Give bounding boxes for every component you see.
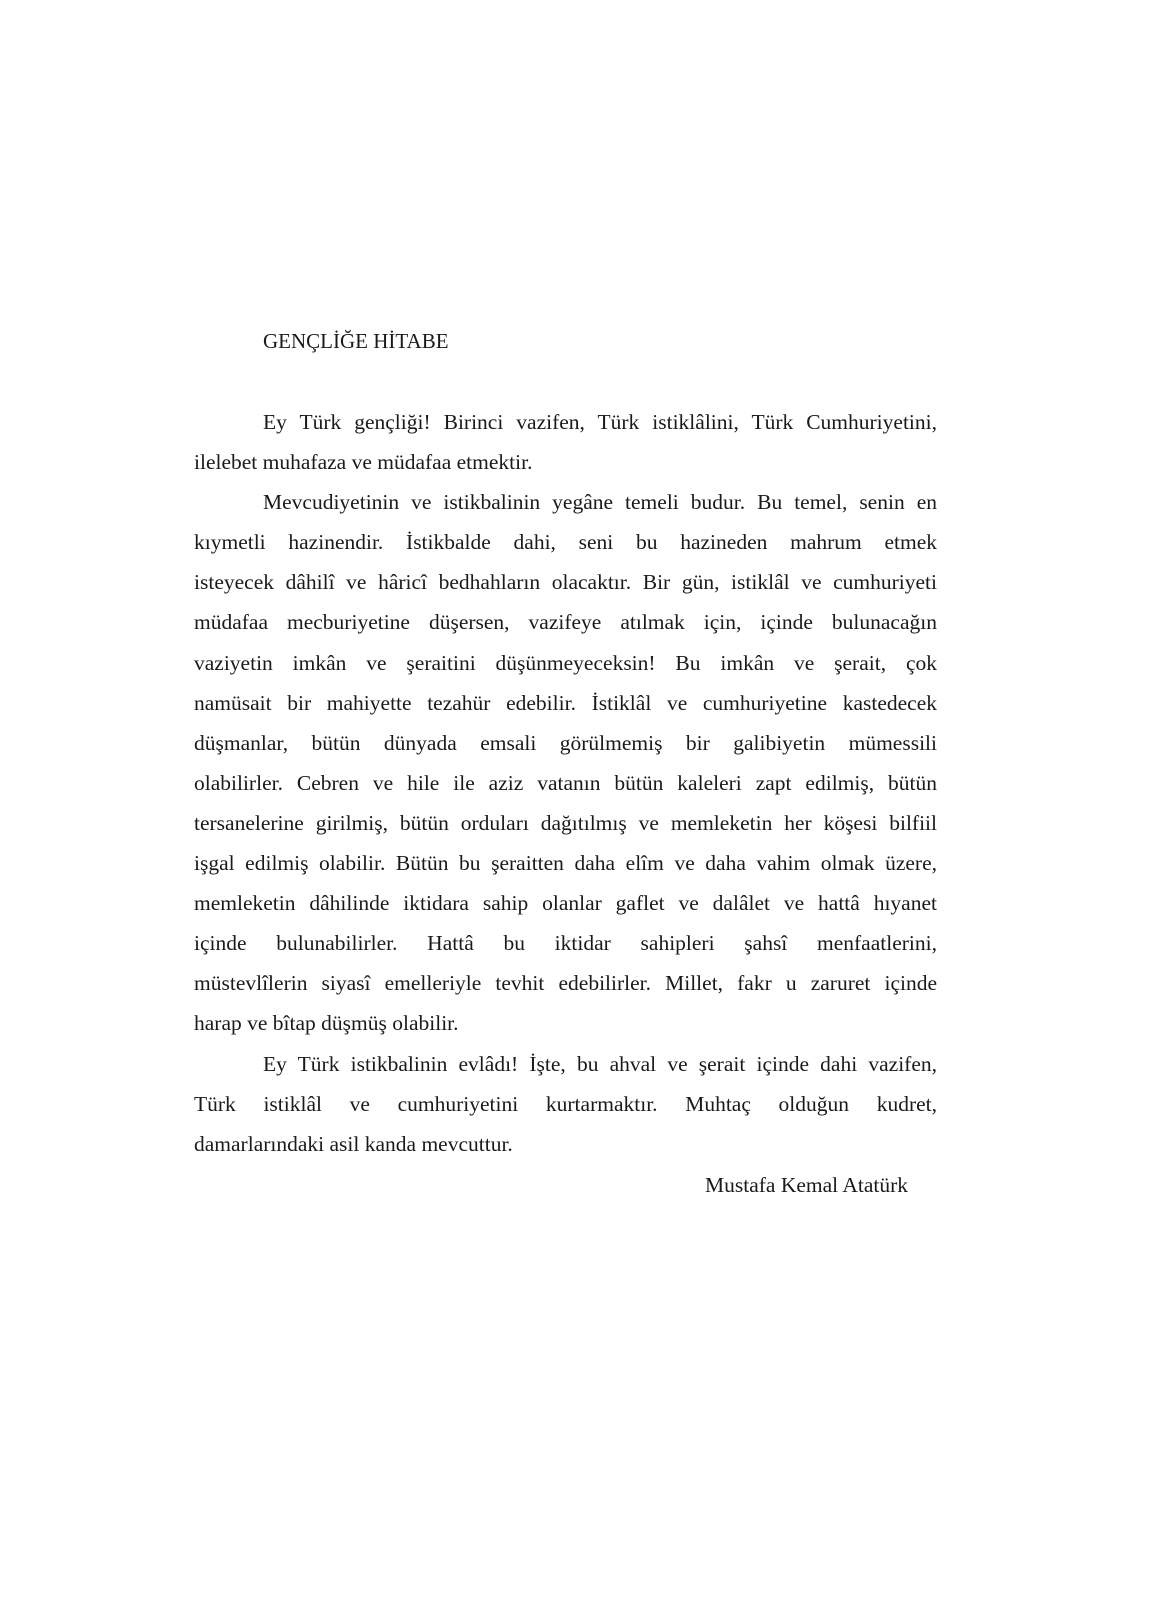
text-line: müstevlîlerin siyasî emelleriyle tevhit edebilirler. Millet, fakr u zaruret içinde <box>194 971 937 996</box>
text-line: işgal edilmiş olabilir. Bütün bu şeraitten daha elîm ve daha vahim olmak üzere, <box>194 851 937 876</box>
text-line: Ey Türk istikbalinin evlâdı! İşte, bu ahval ve şerait içinde dahi vazifen, <box>263 1051 937 1076</box>
text-line: namüsait bir mahiyette tezahür edebilir. İstiklâl ve cumhuriyetine kastedecek <box>194 690 937 715</box>
text-line: Ey Türk gençliği! Birinci vazifen, Türk istiklâlini, Türk Cumhuriyetini, <box>263 410 937 434</box>
text-line: müdafaa mecburiyetine düşersen, vazifeye atılmak için, içinde bulunacağın <box>194 610 937 635</box>
text-line: kıymetli hazinendir. İstikbalde dahi, seni bu hazineden mahrum etmek <box>194 530 937 555</box>
text-line: Türk istiklâl ve cumhuriyetini kurtarmaktır. Muhtaç olduğun kudret, <box>194 1091 937 1116</box>
text-line: memleketin dâhilinde iktidara sahip olanlar gaflet ve dalâlet ve hattâ hıyanet <box>194 891 937 916</box>
text-line: Mevcudiyetinin ve istikbalinin yegâne temeli budur. Bu temel, senin en <box>263 490 937 515</box>
text-line: harap ve bîtap düşmüş olabilir. <box>194 1011 459 1036</box>
text-line: isteyecek dâhilî ve hâricî bedhahların olacaktır. Bir gün, istiklâl ve cumhuriyeti <box>194 570 937 595</box>
text-line: tersanelerine girilmiş, bütün orduları dağıtılmış ve memleketin her köşesi bilfiil <box>194 810 937 835</box>
text-line: içinde bulunabilirler. Hattâ bu iktidar sahipleri şahsî menfaatlerini, <box>194 931 937 956</box>
text-line: ilelebet muhafaza ve müdafaa etmektir. <box>194 450 533 475</box>
text-line: damarlarındaki asil kanda mevcuttur. <box>194 1131 513 1156</box>
text-line: olabilirler. Cebren ve hile ile aziz vatanın bütün kaleleri zapt edilmiş, bütün <box>194 770 937 795</box>
signature: Mustafa Kemal Atatürk <box>705 1173 909 1197</box>
speech-body <box>194 402 937 1164</box>
document-title: GENÇLİĞE HİTABE <box>263 329 449 353</box>
text-line: düşmanlar, bütün dünyada emsali görülmemiş bir galibiyetin mümessili <box>194 730 937 755</box>
text-line: vaziyetin imkân ve şeraitini düşünmeyeceksin! Bu imkân ve şerait, çok <box>194 650 937 675</box>
